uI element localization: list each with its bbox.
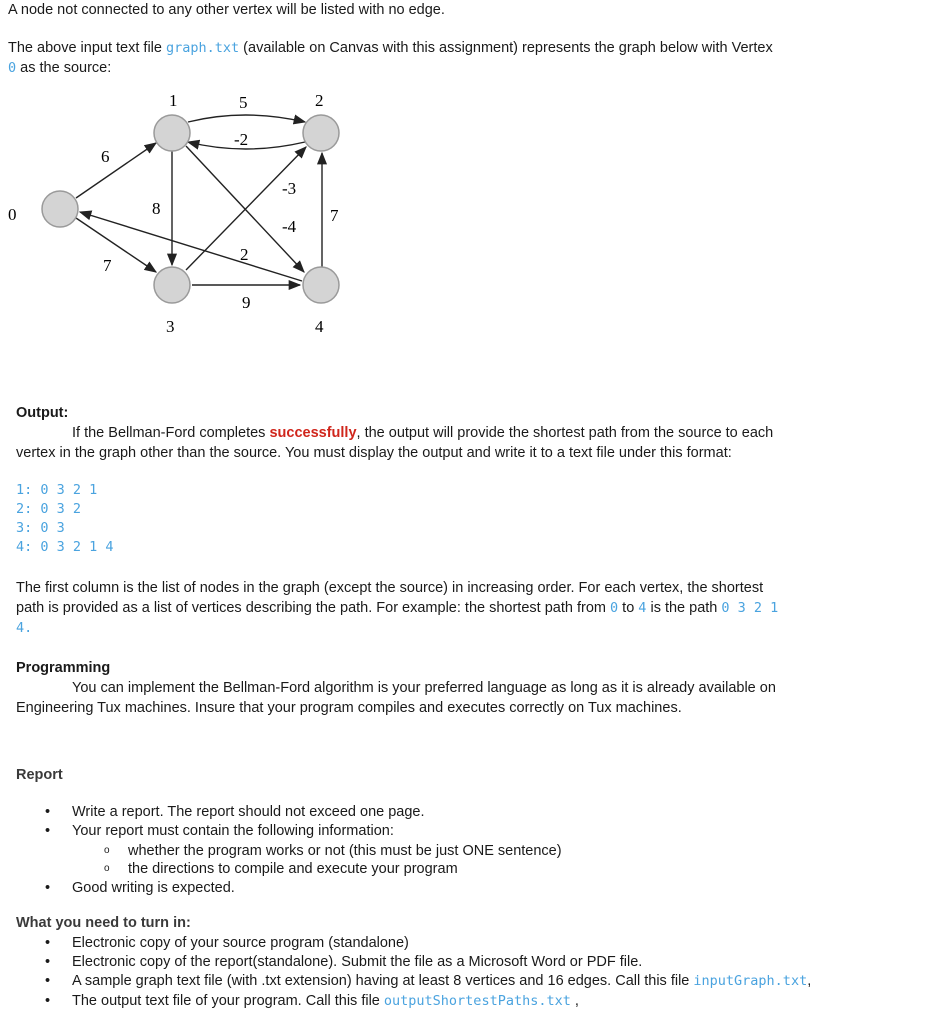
node-label: 3	[166, 317, 175, 336]
intro-text-a: The above input text file	[8, 40, 166, 56]
edge-label: 7	[103, 256, 112, 275]
bullet-icon: •	[45, 935, 51, 951]
output-text-b: , the output will provide the shortest path from the source to each	[356, 425, 774, 441]
bullet-icon: •	[45, 804, 51, 820]
edge-0-1	[76, 143, 156, 198]
node-label: 2	[315, 91, 324, 110]
report-sub-bullet-text: the directions to compile and execute your program	[128, 861, 458, 877]
report-bullet-text: Good writing is expected.	[72, 880, 235, 896]
output-paragraph-line1	[72, 425, 773, 441]
bullet-icon: •	[45, 823, 51, 839]
output-heading: Output:	[16, 405, 69, 421]
to-word: to	[618, 600, 639, 616]
graph-node	[42, 191, 78, 227]
edge-label: 6	[101, 147, 110, 166]
turnin-item3-text: A sample graph text file (with .txt extension) having at least 8 vertices and 16 edges. Call this file	[72, 973, 694, 989]
report-heading: Report	[16, 767, 63, 783]
graph-node	[303, 267, 339, 303]
code-line: 2: 0 3 2	[16, 501, 82, 517]
example-path-end: 4.	[16, 620, 33, 636]
turnin-item4-end: ,	[570, 993, 579, 1009]
turnin-item-text	[72, 993, 579, 1009]
turnin-item-text: Electronic copy of your source program (standalone)	[72, 935, 409, 951]
programming-heading: Programming	[16, 660, 111, 676]
input-graph-filename: inputGraph.txt	[693, 973, 808, 989]
edge-label: -3	[282, 179, 297, 198]
programming-line1: You can implement the Bellman-Ford algorithm is your preferred language as long as it is already available on	[72, 680, 776, 696]
edge-label: 7	[330, 206, 339, 225]
edge-4-0	[80, 212, 302, 281]
report-sub-bullet-text: whether the program works or not (this must be just ONE sentence)	[128, 843, 562, 859]
intro-graph-description	[8, 40, 773, 56]
column-explanation-line1: The first column is the list of nodes in the graph (except the source) in increasing order. For each vertex, the shortest	[16, 580, 764, 596]
graph-node	[154, 267, 190, 303]
source-vertex: 0	[8, 60, 17, 76]
code-line: 3: 0 3	[16, 520, 65, 536]
code-line: 1: 0 3 2 1	[16, 482, 98, 498]
intro-source-line	[8, 60, 111, 76]
turnin-item-text	[72, 973, 811, 989]
node-label: 1	[169, 91, 178, 110]
is-the-path-text: is the path	[646, 600, 722, 616]
example-from-vertex: 0	[610, 600, 619, 616]
turnin-item4-text: The output text file of your program. Call this file	[72, 993, 384, 1009]
edge-label: 2	[240, 245, 249, 264]
edge-label: 8	[152, 199, 161, 218]
graph-filename: graph.txt	[166, 40, 240, 56]
graph-node	[154, 115, 190, 151]
report-bullet-text: Your report must contain the following information:	[72, 823, 394, 839]
output-filename: outputShortestPaths.txt	[383, 993, 571, 1009]
turnin-item3-end: ,	[807, 973, 812, 989]
turnin-heading: What you need to turn in:	[16, 915, 191, 931]
column-explanation-line2	[16, 600, 778, 616]
sub-bullet-icon: o	[104, 863, 110, 874]
bullet-icon: •	[45, 993, 51, 1009]
turnin-item-text: Electronic copy of the report(standalone). Submit the file as a Microsoft Word or PDF file.	[72, 954, 643, 970]
output-paragraph-line2: vertex in the graph other than the source. You must display the output and write it to a text file under this format:	[16, 445, 732, 461]
intro-source-text: as the source:	[16, 60, 112, 76]
example-path: 0 3 2 1	[721, 600, 779, 616]
output-text-a: If the Bellman-Ford completes	[72, 425, 270, 441]
node-label: 4	[315, 317, 324, 336]
edge-1-2	[188, 115, 305, 122]
node-label: 0	[8, 205, 17, 224]
code-line: 4: 0 3 2 1 4	[16, 539, 114, 555]
bullet-icon: •	[45, 880, 51, 896]
edge-label: -4	[282, 217, 297, 236]
example-to-vertex: 4	[638, 600, 647, 616]
intro-text-b: (available on Canvas with this assignment) represents the graph below with Vertex	[239, 40, 773, 56]
edge-label: 5	[239, 93, 248, 112]
edge-0-3	[76, 218, 156, 272]
intro-text: A node not connected to any other vertex will be listed with no edge.	[8, 2, 445, 18]
report-bullet-text: Write a report. The report should not exceed one page.	[72, 804, 425, 820]
column-explanation-text: path is provided as a list of vertices describing the path. For example: the shortest path from	[16, 600, 610, 616]
edge-label: 9	[242, 293, 251, 312]
edge-label: -2	[234, 130, 249, 149]
sub-bullet-icon: o	[104, 845, 110, 856]
programming-line2: Engineering Tux machines. Insure that your program compiles and executes correctly on Tux machines.	[16, 700, 682, 716]
bullet-icon: •	[45, 973, 51, 989]
graph-diagram	[0, 80, 400, 350]
graph-node	[303, 115, 339, 151]
bullet-icon: •	[45, 954, 51, 970]
successfully-highlight: successfully	[269, 425, 357, 441]
